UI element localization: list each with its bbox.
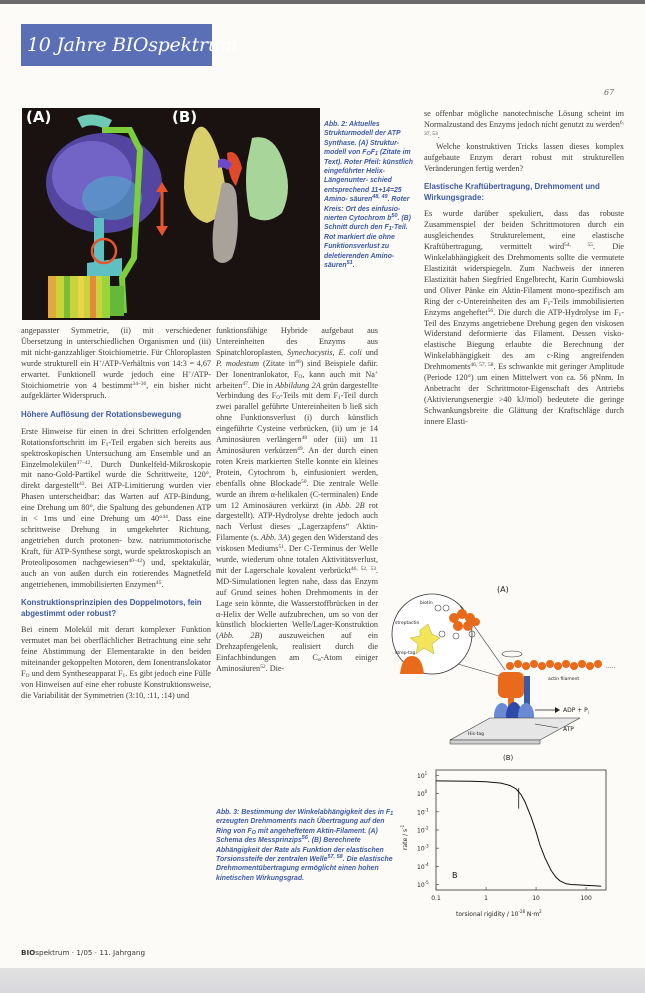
sub: O [276, 395, 281, 402]
text: . Die zentrale Welle wurde an ihrem α-helikalen (C-terminalen) Ende um 12 Aminosäuren verkürzt (in [216, 478, 379, 510]
text: . Die in [247, 380, 276, 390]
caption-ref: 56 [301, 835, 308, 842]
x-axis-label-text: torsional rigidity / 10 [456, 911, 519, 918]
text: grün dargestellte Verbindung des F [216, 380, 378, 401]
label-actin-filament: actin filament [548, 677, 580, 682]
col1-paragraph-3: Bei einem Molekül mit derart komplexer Funktion vermutet man bei oberflächlicher Betrachtung eine sehr feine Abstimmung der Elementarakte in den beiden miteinander gekoppelten Motoren, dem Ionentranslokator $F_O$ und dem Syntheseapparat $F_1$. Es gibt jedoch eine Fülle von Hinweisen auf eine eher robuste Konstruktionsweise, die Variabilität der Symmetrien (3:10, :11, :14) und [21, 625, 211, 700]
col3-paragraph-1 [424, 109, 624, 142]
ref: 49 [297, 445, 303, 452]
caption-text: (Zitate im Text). Roter Pfeil: [324, 149, 411, 166]
caption-ref: 50 [391, 213, 398, 220]
caption-sub: 1 [388, 226, 392, 233]
ref: 43 [79, 481, 85, 488]
text: angepasster Symmetrie, (ii) mit verschiedener Übersetzung in unterschiedlichen Organismen und (iii) mit nicht-ganzzahliger Stoichiometrie. Für Chloroplasten wurde strukturell ein H [21, 326, 211, 368]
y-tick-label: $10^0$ [417, 789, 428, 799]
text: /ATP-Verhältnis von 14:3 = 4,67 erwartet. Funktionell wurde jedoch eine H [21, 358, 212, 379]
arrow-head-icon [555, 707, 560, 713]
caption-sub: O [366, 151, 371, 158]
text: -Teil durch zwei parallel geführte Untereinheiten b ließ sich ohne Funktionsverlust (i) durch künstlich eingeführte Cysteine verbrücken, (ii) um je 14 Aminosäuren verlängern [216, 391, 379, 445]
footer-text: BIOspektrum · 1/05 · 11. Jahrgang [21, 948, 146, 957]
ref: 46 [295, 358, 301, 365]
caption-text: nierten Cytochrom [324, 215, 386, 223]
text: , ein bisher nicht aufgeklärter Widerspruch. [21, 380, 211, 401]
caption-text: Kreis: Ort des einfusio- [324, 205, 401, 213]
heading-construction-principles: Konstruktionsprinzipien des Doppelmotors, fein abgestimmt oder robust? [21, 598, 202, 618]
text: . Der C-Terminus der Welle wurde, wiederum ohne totalen Aktivitätsverlust, mit der Lagerschale kovalent verbrückt [216, 544, 378, 575]
x-axis-label-unit: N·m [525, 911, 540, 918]
heading-rotation-resolution: Höhere Auflösung der Rotationsbewegung [21, 410, 182, 420]
caption-text: mit angeheftetem Aktin-Filament. (A) Schema des Messprinzips [216, 827, 378, 845]
sub: 1 [338, 395, 341, 402]
ref: 50 [301, 478, 307, 485]
figure-3-caption [216, 808, 396, 942]
caption-sub: O [251, 829, 256, 836]
caption-text: den F [370, 224, 389, 232]
page-top-edge [0, 0, 645, 4]
c-ring [48, 276, 124, 318]
figure-3b-label: (B) [503, 754, 514, 762]
label-strep-tag: strep-tag [395, 651, 416, 656]
ref: 47 [242, 380, 248, 387]
ref: 40–42 [128, 557, 143, 564]
col3-paragraph-3 [424, 209, 624, 427]
column-3 [424, 109, 624, 575]
caption-text: Abb. 3: Bestimmung der Winkelabhängigkeit des in F [216, 809, 391, 816]
caption-text: schied entsprechend [324, 177, 392, 194]
sub: α [317, 657, 321, 664]
y-tick-label: $10^{-1}$ [417, 807, 429, 817]
text: . [437, 130, 440, 140]
text: -Teil des Enzyms angetriebene Drehung gegen den viskosen Widerstand deformierte das Filament. Dessen visko-elastische Biegung erlaubte die Berechnung der Winkelabhängigkeit des am c-Ring angreifenden Drehmoments [424, 307, 624, 372]
text: arbeiten [216, 380, 243, 390]
caption-ref: 57, 58 [327, 854, 343, 861]
caption-text: Abb. 2: Aktuelles [324, 121, 380, 128]
text: . Es gibt jedoch eine Fülle von Hinweisen auf eine eher robuste Konstruktionsweise, die Variabilität der Symmetrien (3:10, :11, :14) und [21, 669, 211, 700]
column-2 [216, 326, 378, 802]
rate-chart-svg [400, 750, 645, 928]
ref: 51 [278, 544, 284, 551]
text: . Die- [265, 664, 285, 674]
figure-3b-chart [400, 750, 645, 928]
caption-text: b [387, 215, 392, 223]
schematic-svg [380, 578, 645, 746]
text: -Teils mit dem F [280, 391, 339, 401]
ref: 6, 37, 53 [424, 119, 624, 137]
caption-ref: 51 [346, 260, 353, 267]
text: . [161, 579, 164, 589]
filament-continuation: ..... [606, 663, 616, 670]
col2-paragraph-1: funktionsfähige Hybride aufgebaut aus Untereinheiten des Enzyms aus Spinatchloroplasten, Synechocystis, E. coli und P. modestum (Zitate $in^{46}$) sind Beispiele dafür. Der Ionentranlokator, $F_O$, kann auch mit Na+ arbeiten$^{47}$. Die in Abbildung 2A grün dargestellte Verbindung des $F_O$-Teils mit dem $F_1$-Teil durch zwei parallel geführte Untereinheiten b ließ sich ohne Funktionsverlust (i) durch künstlich eingeführte Cysteine verbrücken, (ii) um je 14 Aminosäuren verlängern$^{48}$ oder (iii) um 11 Aminosäuren verkürzen$^{49}$. An der durch einen roten Kreis markierten Stelle konnte ein kleines Protein, Cytochrom b, einfusioniert werden, ebenfalls ohne Blockade$^{50}$. Die zentrale Welle wurde an ihrem α-helikalen (C-terminalen) Ende um 12 Aminosäuren verkürzt (in Abb. 2B rot dargestellt). ATP-Hydrolyse drehte jedoch auch nach Verlust dieses „Lagerzapfens“ Aktin-Filamente (s. Abb. 3A) gegen den Widerstand des viskosen Mediums$^{51}$. Der C-Terminus der Welle wurde, wiederum ohne totalen Aktivitätsverlust, mit der Lagerschale kovalent verbrückt$^{46, 52, 53}$. MD-Simulationen legten nahe, dass das Enzym auf Grund seines hohen Drehmoments in der Lage sein könnte, die Wasserstoffbrücken in der α-Helix der Welle aufzubrechen, um so von der künstlich blockierten Welle/Lager-Konstruktion (Abb. 2B) auszuweichen auf ein Drehzapfengelenk, realisiert durch die Einfachbindungen am $C_\alpha$-Atom einiger Aminosäuren$^{52}$. Die- [216, 326, 379, 674]
text: -Atom einiger Aminosäuren [216, 653, 378, 674]
label-adp [563, 707, 589, 715]
text: (Zitate in [259, 358, 296, 368]
caption-text: deletierenden Amino- [324, 252, 395, 260]
y-axis-label-text: rate / s [402, 828, 409, 850]
text-italic: Abb. 2B [336, 500, 365, 510]
text: Bei einem Molekül mit derart komplexer Funktion vermutet man bei oberflächlicher Betrachtung eine sehr feine Abstimmung der Elementarakte in den beiden miteinander gekoppelten Motoren, dem Ionentranslokator F [21, 625, 211, 679]
x-tick-label: 0.1 [431, 895, 441, 902]
ref: 46, 52, 53 [350, 565, 376, 572]
text: . Die Winkelabhängigkeit des Drehmoments sollte die vermutete Elastizität widerspiegeln. Zum Nachweis der inneren Elastizität haben Siegfried Engelbrecht, Karin Gumbiowski und Oliver Pänke ein Aktin-Filament mono-spezifisch am Ring der c-Untereinheiten des am F [424, 242, 625, 306]
actin-filament [506, 660, 602, 670]
deleted-residues-red [227, 152, 242, 186]
figure-3a-label: (A) [497, 585, 509, 594]
text: oder (iii) um 11 Aminosäuren verkürzen [216, 435, 378, 455]
stalk-base [87, 258, 122, 276]
c-ring-orange [498, 672, 524, 698]
text-italic: Abb. 3A [260, 533, 288, 543]
x-axis-label [456, 909, 542, 918]
x-tick-label: 100 [580, 895, 592, 902]
ref: 52 [260, 664, 266, 671]
caption-text: säuren [324, 262, 347, 270]
caption-ref: 48, 49 [372, 194, 388, 201]
x-tick-label: 10 [532, 895, 540, 902]
text-italic: Abb. 2B [218, 631, 260, 641]
text: . Die durch die ATP-Hydrolyse im F [493, 307, 619, 317]
x-axis-label-unit-exp: 2 [539, 909, 542, 914]
page-number: 67 [604, 88, 615, 97]
text: /ATP-Stoichiometrie von 4 bestimmt [21, 369, 211, 390]
text: und [361, 347, 378, 357]
figure-2-label-b: (B) [172, 108, 198, 126]
text: rot dargestellt). ATP-Hydrolyse drehte jedoch auch nach Verlust dieses „Lagerzapfens“ Aktin-Filamente (s. [216, 500, 378, 543]
page-bottom-edge [0, 968, 645, 993]
section-banner [21, 24, 238, 66]
text: -Teil ergaben sich bereits aus spektroskopischen Untersuchung am Ensemble und an Einzelmolekülen [21, 437, 211, 469]
caption-text: erzeugten Drehmoments nach Übertragung auf den Ring von F [216, 818, 385, 835]
f1-head-cyan [82, 176, 142, 220]
beta-subunit-green [246, 137, 288, 220]
y-axis-label-exp: -1 [400, 824, 405, 829]
y-tick-label: $10^{-3}$ [417, 843, 429, 853]
figure-3a-schematic [380, 578, 645, 746]
caption-text: säuren [349, 196, 373, 204]
ref: 44 [162, 514, 168, 521]
text: . Dass eine schrittweise Drehung in umgekehrter Richtung, angetrieben durch protonen- bzw. natriummotorische Kraft, für ATP-Synthese sorgt, wurde spektroskopisch an Proteoliposomen nachgewiesen [21, 514, 211, 567]
text: se offenbar mögliche nanotechnische Lösung scheint im Normalzustand des Enzyms jedoch nicht genutzt zu werden [424, 109, 624, 129]
figure-2-caption: Abb. 2: Aktuelles Strukturmodell der ATP Synthase. (A) Struktur- modell von $F_OF_1$ (Zitate im Text). Roter Pfeil: künstlich eingeführter Helix-Längenunter- schied entsprechend 11+14=25 Amino- säuren$^{48, 49}$. Roter Kreis: Ort des einfusio- nierten Cytochrom $b^{50}$. (B) Schnitt durch den $F_1$-Teil. Rot markiert die ohne Funktionsverlust zu deletierenden Amino- säuren$^{51}$. [324, 121, 413, 270]
caption-text: Synthase. (A) Struktur- [324, 139, 400, 147]
label-his-tag: His-tag [468, 732, 484, 737]
text: Es wurde darüber spekuliert, dass das robuste Zusammenspiel der beiden Schrittmotoren durch ein ausgleichendes Strukturelement, eine elastische Kraftübertragung, vermittelt wird [424, 209, 624, 252]
col1-paragraph-1: angepasster Symmetrie, (ii) mit verschiedener Übersetzung in unterschiedlichen Organismen und (iii) mit nicht-ganzzahliger Stoichiometrie. Für Chloroplasten wurde strukturell ein H+/ATP-Verhältnis von 14:3 = 4,67 erwartet. Funktionell wurde jedoch eine H+/ATP-Stoichiometrie von 4 bestimmt$^{34-36}$, ein bisher nicht aufgeklärter Widerspruch. [21, 326, 212, 401]
y-tick-label: $10^1$ [417, 770, 428, 780]
text-italic: Abbildung 2A [275, 380, 321, 390]
caption-text: modell von F [324, 149, 367, 157]
rotation-arrow-icon [502, 651, 522, 657]
caption-sub: 1 [375, 151, 379, 158]
y-axis-label [400, 824, 409, 850]
text: . MD-Simulationen legten nahe, dass das Enzym auf Grund seines hohen Drehmoments in der Lage sein könnte, die Wasserstoffbrücken in der α-Helix der Welle aufzubrechen, um so von der künstlich blockierten Welle/Lager-Konstruktion ( [216, 565, 378, 641]
ref: 45 [155, 579, 162, 586]
heading-elastic-transmission: Elastische Kraftübertragung, Drehmoment und Wirkungsgrade: [424, 182, 600, 202]
y-tick-label: $10^{-2}$ [417, 825, 429, 835]
caption-text: Strukturmodell der ATP [324, 130, 401, 138]
text: und dem Syntheseapparat F [29, 669, 123, 679]
caption-sub: 1 [390, 811, 394, 817]
text: . An der durch einen roten Kreis markierten Stelle konnte ein kleines Protein, Cytochrom b, einfusioniert werden, ebenfalls ohne Blockade [216, 445, 378, 488]
label-adp-sub: i [587, 710, 589, 715]
caption-text: . Die elastische Drehmomentübertragung ermöglicht einen hohen kinetischen Wirkungsgrad. [216, 856, 393, 882]
figure-2-label-a: (A) [26, 108, 52, 126]
text: . Durch Dunkelfeld-Mikroskopie mit nano-Gold-Partikel wurde die Schrittweite, 120°, direkt dargestellt [21, 459, 211, 491]
page-footer [21, 948, 145, 957]
chart-panel-label: B [452, 871, 458, 880]
ref: 34–36 [132, 380, 147, 387]
figure-2-structure-image [22, 108, 320, 320]
x-tick-label: 1 [484, 895, 488, 902]
label-biotin: biotin [420, 601, 433, 606]
text: , kann auch mit Na [302, 369, 375, 379]
text: Erste Hinweise für einen in drei Schritten erfolgenden Rotationsfortschritt im F [21, 426, 211, 447]
ref: 48 [301, 435, 308, 442]
y-tick-label: $10^{-5}$ [417, 880, 429, 890]
b-subunit [524, 676, 530, 706]
sub: 1 [618, 311, 622, 318]
sub: 1 [547, 300, 551, 307]
caption-text: Funktionsverlust zu [324, 243, 390, 251]
x-axis-label-exp: -28 [518, 909, 526, 914]
caption-text: markiert die ohne [337, 233, 395, 241]
label-atp: ATP [563, 726, 574, 733]
text-italic: Synechocystis, E. coli [287, 347, 362, 357]
text: ) und, spektakulär, auch an von außen durch ein rotierendes Magnetfeld angetriebenen, immobilisierten Enzymen [21, 557, 211, 589]
label-adp-text: ADP + P [563, 707, 588, 714]
text: -Teils immobilisierten Enzyms angeheftet [424, 296, 625, 317]
caption-text: Helix-Längenunter- [324, 168, 385, 185]
plot-frame [436, 770, 606, 890]
double-arrow-icon [156, 182, 168, 236]
x-axis-ticks [431, 887, 592, 902]
ref: 54, 55 [564, 242, 593, 249]
y-tick-label: $10^{-4}$ [417, 861, 429, 871]
caption-text: . Roter [387, 196, 410, 204]
text: . Bei ATP-Limitierung wurden vier Phasen unterscheidbar: das Warten auf ATP-Bindung, eine Drehung um 80°, die Spaltung des gebundenen ATP in < 1ms und eine Drehung um 40° [21, 481, 211, 524]
text: ) auszuweichen auf ein Drehzapfengelenk, realisiert durch die Einfachbindungen am C [216, 631, 378, 663]
text: funktionsfähige Hybride aufgebaut aus Untereinheiten des Enzyms aus Spinatchloroplasten, [216, 326, 378, 357]
ref: 56 [487, 307, 494, 314]
col3-paragraph-2: Welche konstruktiven Tricks lassen dieses komplex aufgebaute Enzym derart robust mit strukturellen Veränderungen fertig werden? [424, 141, 624, 173]
caption-text: künstlich eingeführter [324, 158, 413, 176]
column-1 [21, 326, 211, 942]
ref: 46, 57, 58 [470, 362, 494, 369]
text: . Es schwankte mit geringer Amplitude (Periode 120°) um einen Mittelwert von ca. 56 pNnm. In Anbetracht der Schrittmotor-Eigenschaft des Antriebs (Aktivierungsenergie >40 kJ/mol) bedeutete die geringe Schwankungsbreite die Glättung der Kraftschläge durch innere Elasti- [424, 362, 624, 426]
ref: 37–42 [76, 459, 91, 466]
glass-slide-edge [450, 740, 540, 744]
figure-2-illustration [22, 108, 320, 320]
banner-title: 10 Jahre BIOspektrum [27, 34, 238, 56]
sub: O [298, 373, 303, 380]
text: ) sind Beispiele dafür. Der Ionentranlokator, F [216, 358, 378, 379]
col1-paragraph-2: Erste Hinweise für einen in drei Schritten erfolgenden Rotationsfortschritt im $F_1$-Teil ergaben sich bereits aus spektroskopischen Untersuchung am Ensemble und an Einzelmolekülen$^{37-42}$. Durch Dunkelfeld-Mikroskopie mit nano-Gold-Partikel wurde die Schrittweite, 120°, direkt dargestellt$^{43}$. Bei ATP-Limitierung wurden vier Phasen unterscheidbar: das Warten auf ATP-Bindung, eine Drehung um 80°, die Spaltung des gebundenen ATP in < 1ms und eine Drehung um 40°$^{44}$. Dass eine schrittweise Drehung in umgekehrter Richtung, angetrieben durch protonen- bzw. natriummotorische Kraft, für ATP-Synthese sorgt, wurde spektroskopisch an Proteoliposomen nachgewiesen$^{40-42}$) und, spektakulär, auch an von außen durch ein rotierendes Magnetfeld angetriebenen, immobilisierten Enzymen$^{45}$. [21, 426, 211, 589]
caption-text: 11+14=25 Amino- [324, 186, 402, 204]
caption-text: . (B) Schnitt durch [324, 215, 411, 232]
caption-text: . (B) Berechnete Abhängigkeit der Rate als Funktion der elastischen Torsionssteife der zentralen Welle [216, 837, 384, 864]
caption-text: -Teil. Rot [324, 224, 408, 241]
text-italic: P. modestum [216, 358, 260, 368]
label-streptactin: streptactin [395, 621, 420, 626]
text: ) gegen den Widerstand des viskosen Mediums [216, 533, 379, 554]
